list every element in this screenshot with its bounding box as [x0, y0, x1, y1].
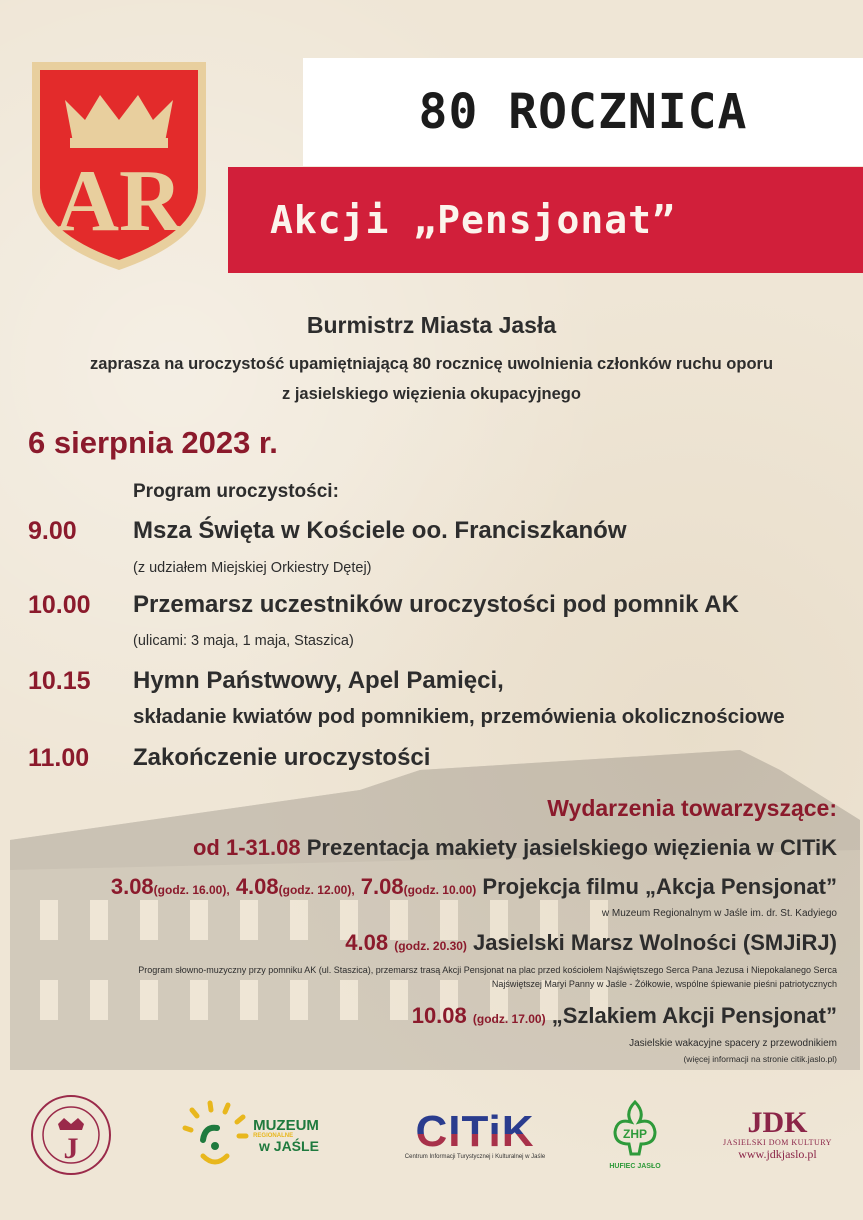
jdk-logo: [715, 1095, 840, 1175]
svg-text:HUFIEC JASŁO: HUFIEC JASŁO: [609, 1163, 661, 1170]
event-title: Projekcja filmu „Akcja Pensjonat”: [482, 874, 837, 899]
event-note: Jasielskie wakacyjne spacery z przewodnikiem: [629, 1038, 837, 1049]
event-note: (więcej informacji na stronie citik.jaslo.pl): [683, 1054, 837, 1064]
jdk-url: www.jdkjaslo.pl: [738, 1147, 817, 1161]
title-anniversary: 80 ROCZNICA: [418, 84, 748, 140]
citik-wordmark: CITiK: [415, 1107, 535, 1156]
event-item: [111, 874, 837, 900]
event-date: od 1-31.08: [192, 835, 301, 860]
event-time: (godz. 16.00),: [153, 883, 230, 897]
program-title: Msza Święta w Kościele oo. Franciszkanów: [133, 517, 627, 544]
muzeum-city: w JAŚLE: [259, 1137, 319, 1154]
program-time: 9.00: [28, 517, 77, 545]
event-date: 3.08: [110, 874, 154, 899]
seal-icon: [30, 1094, 112, 1176]
jdk-caption: JASIELSKI DOM KULTURY: [723, 1138, 832, 1147]
event-time: (godz. 20.30): [394, 939, 467, 953]
event-date: 10.08: [411, 1003, 467, 1028]
event-time: (godz. 12.00),: [278, 883, 355, 897]
event-time: (godz. 17.00): [472, 1012, 546, 1026]
event-item: [193, 835, 837, 861]
jaslo-coat-of-arms-icon: [30, 60, 208, 272]
event-title: Prezentacja makiety jasielskiego więzienia w CITiK: [306, 835, 837, 860]
program-title: Hymn Państwowy, Apel Pamięci,: [133, 667, 504, 694]
program-note: (z udziałem Miejskiej Orkiestry Dętej): [133, 560, 372, 576]
event-note: Program słowno-muzyczny przy pomniku AK (ul. Staszica), przemarsz trasą Akcji Pensjonat na plac przed kościołem Najświętszego Serca Pana Jezusa i Niepokalanego Serca: [138, 965, 837, 975]
program-time: 11.00: [28, 744, 90, 772]
invitation-line-2: z jasielskiego więzienia okupacyjnego: [282, 385, 581, 403]
events-heading: Wydarzenia towarzyszące:: [547, 795, 837, 821]
citik-caption: Centrum Informacji Turystycznej i Kulturalnej w Jaśle: [404, 1154, 546, 1160]
program-note: (ulicami: 3 maja, 1 maja, Staszica): [133, 633, 354, 649]
host-heading: Burmistrz Miasta Jasła: [306, 312, 557, 338]
program-title: Przemarsz uczestników uroczystości pod pomnik AK: [133, 591, 739, 618]
program-heading: Program uroczystości:: [133, 481, 339, 502]
muzeum-regionalne-logo: [170, 1095, 330, 1175]
event-date: 7.08: [360, 874, 404, 899]
sun-footprint-icon: [181, 1100, 251, 1170]
jdk-mark: JDK: [747, 1106, 808, 1139]
veterans-seal-logo: [28, 1095, 114, 1175]
event-note: Najświętszej Maryi Panny w Jaśle - Żółkowie, wspólne śpiewanie pieśni patriotycznych: [491, 979, 837, 989]
title-action-name: Akcji „Pensjonat”: [270, 198, 676, 242]
scout-lily-icon: [605, 1098, 665, 1172]
zhp-hufiec-logo: [604, 1095, 666, 1175]
citik-logo: [400, 1095, 550, 1175]
event-time: (godz. 10.00): [403, 883, 477, 897]
program-note: składanie kwiatów pod pomnikiem, przemówienia okolicznościowe: [133, 705, 785, 728]
event-item: [345, 930, 837, 956]
svg-text:ZHP: ZHP: [623, 1127, 647, 1141]
event-title: „Szlakiem Akcji Pensjonat”: [551, 1003, 837, 1028]
program-time: 10.00: [28, 591, 91, 619]
event-date: 4.08: [235, 874, 279, 899]
muzeum-sub: REGIONALNE: [253, 1132, 294, 1139]
event-note: w Muzeum Regionalnym w Jaśle im. dr. St. Kadyiego: [601, 908, 837, 919]
svg-text:AR: AR: [55, 153, 183, 250]
svg-text:J: J: [63, 1132, 79, 1165]
muzeum-name: MUZEUM: [253, 1116, 319, 1134]
event-title: Jasielski Marsz Wolności (SMJiRJ): [473, 930, 837, 955]
program-title: Zakończenie uroczystości: [133, 744, 431, 771]
event-date: 4.08: [345, 930, 389, 955]
event-date: 6 sierpnia 2023 r.: [28, 425, 278, 460]
invitation-line-1: zaprasza na uroczystość upamiętniającą 80 rocznicę uwolnienia członków ruchu oporu: [89, 355, 774, 373]
event-item: [412, 1003, 837, 1029]
program-time: 10.15: [28, 667, 91, 695]
